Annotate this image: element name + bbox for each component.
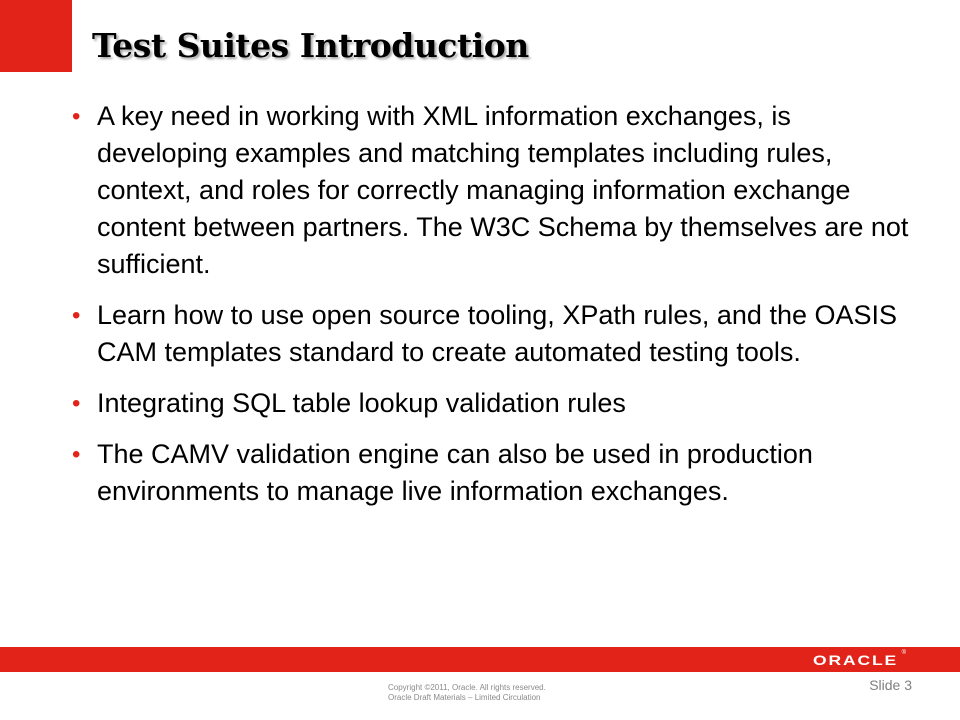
oracle-logo: ORACLE [812, 652, 898, 668]
slide-number: Slide 3 [869, 677, 912, 693]
slide-title: Test Suites Introduction [92, 26, 529, 65]
bullet-dot-icon: • [72, 302, 81, 329]
bullet-dot-icon: • [72, 390, 81, 417]
bullet-dot-icon: • [72, 441, 81, 468]
corner-accent-square [0, 0, 72, 72]
bullet-list [72, 98, 912, 524]
bullet-item [72, 385, 912, 422]
circulation-line: Oracle Draft Materials – Limited Circulation [388, 693, 541, 702]
footer-bar [0, 647, 960, 672]
bullet-text: A key need in working with XML information exchanges, is developing examples and matching templates including rules, context, and roles for correctly managing information exchange content between partners. The W3C Schema by themselves are not sufficient. [97, 101, 909, 279]
bullet-item [72, 436, 912, 510]
bullet-text: Integrating SQL table lookup validation rules [97, 388, 626, 418]
bullet-item [72, 98, 912, 283]
copyright-line: Copyright ©2011, Oracle. All rights reserved. [388, 683, 546, 692]
bullet-dot-icon: • [72, 103, 81, 130]
copyright-notice [388, 683, 608, 703]
registered-mark: ® [901, 650, 906, 656]
bullet-item [72, 297, 912, 371]
bullet-text: The CAMV validation engine can also be used in production environments to manage live information exchanges. [97, 439, 813, 506]
bullet-text: Learn how to use open source tooling, XPath rules, and the OASIS CAM templates standard to create automated testing tools. [97, 300, 898, 367]
